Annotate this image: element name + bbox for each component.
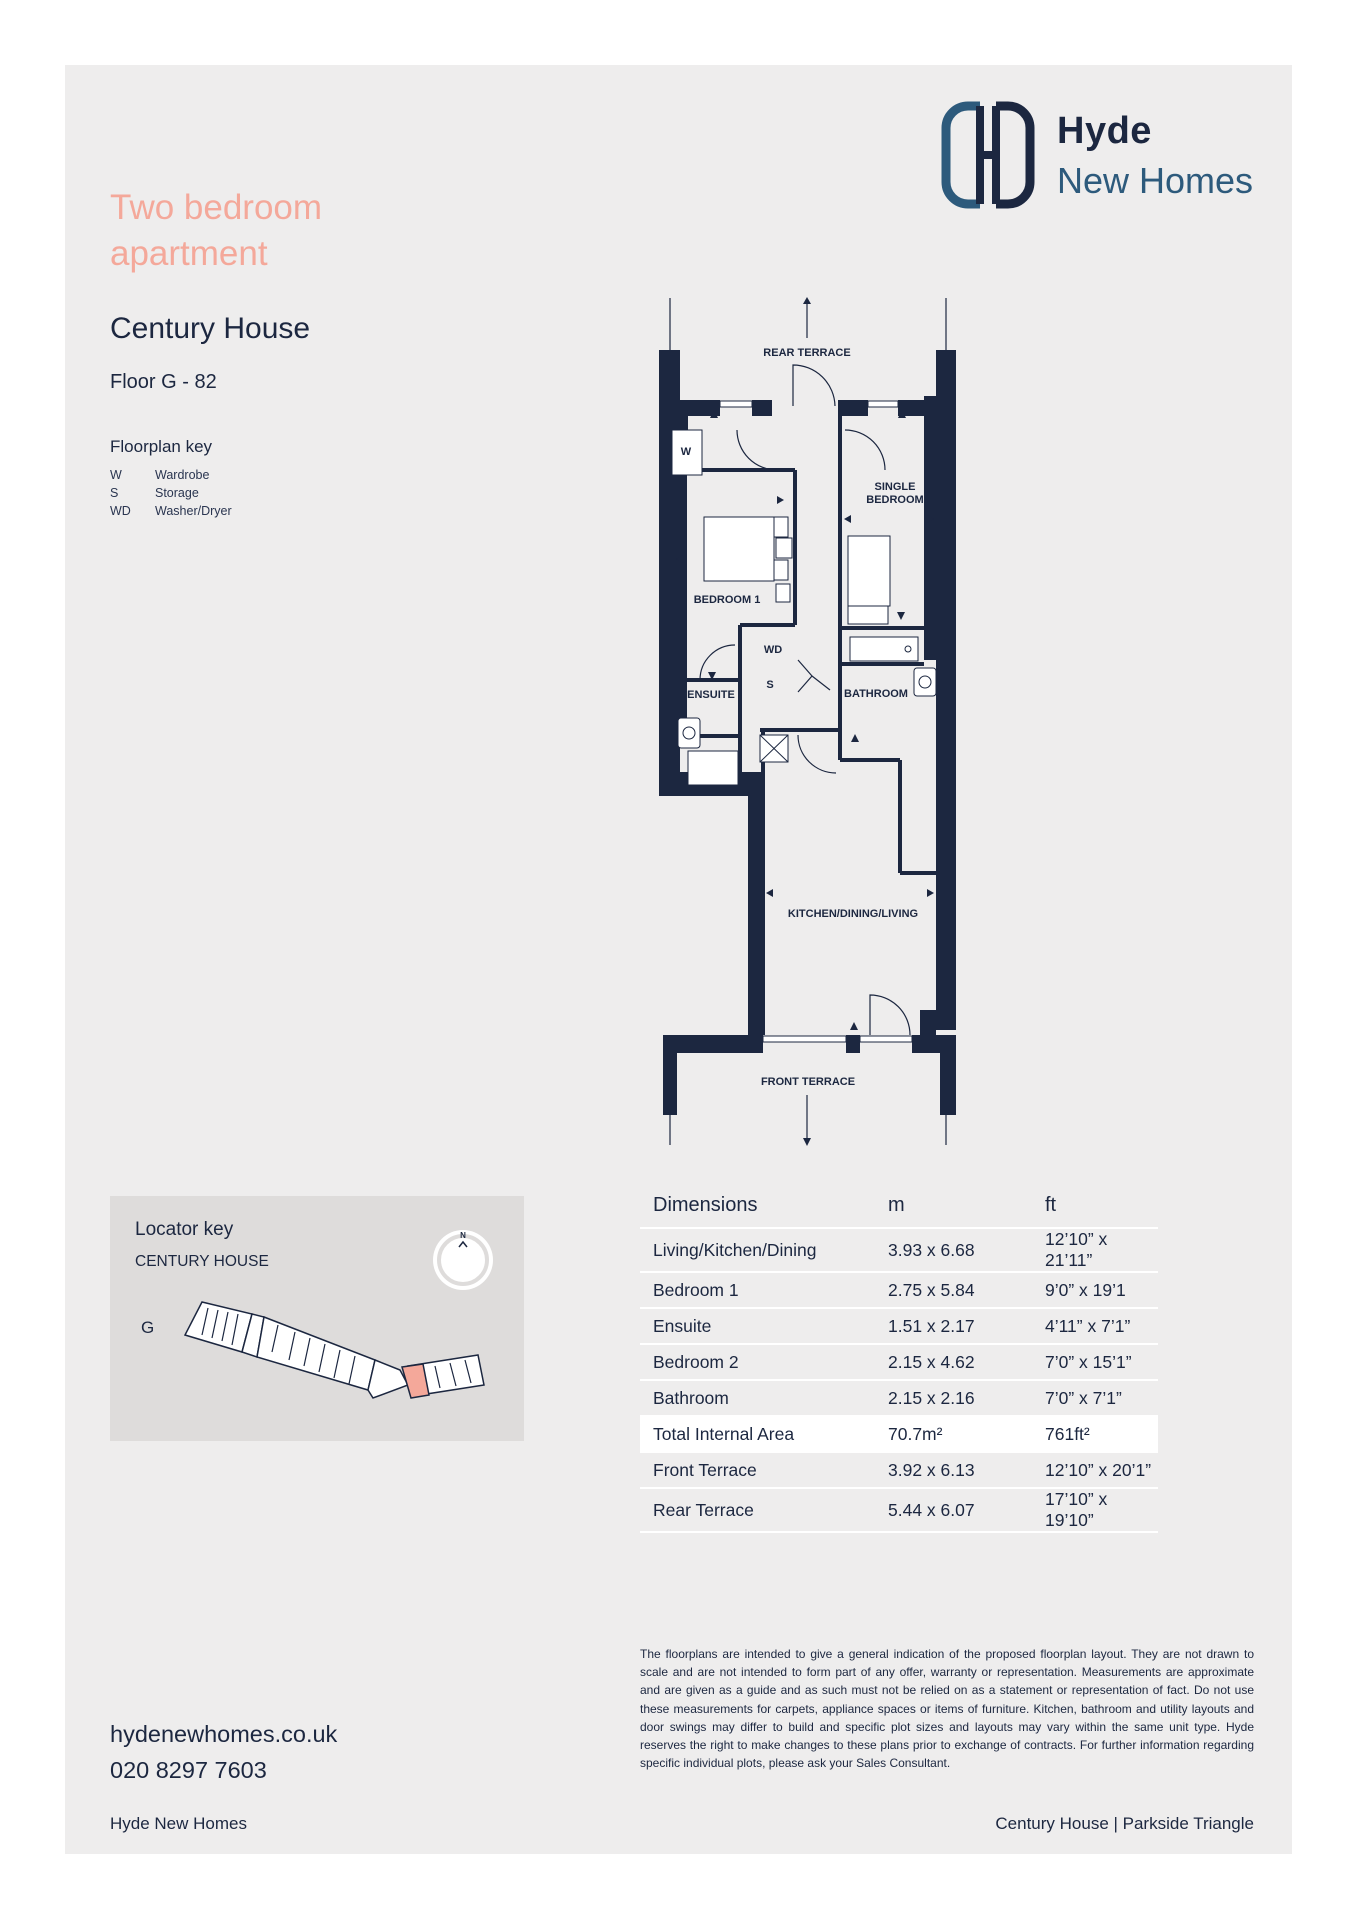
key-meaning: Washer/Dryer bbox=[155, 504, 232, 518]
column-header: ft bbox=[1032, 1191, 1158, 1228]
compass-north-label: N bbox=[460, 1231, 466, 1240]
rear-terrace-label: REAR TERRACE bbox=[763, 347, 851, 359]
key-meaning: Wardrobe bbox=[155, 468, 210, 482]
room-metric: 3.92 x 6.13 bbox=[875, 1452, 1032, 1488]
floor-plot: Floor G - 82 bbox=[110, 371, 217, 393]
locator-building: CENTURY HOUSE bbox=[135, 1253, 269, 1270]
table-row bbox=[640, 1308, 1158, 1344]
column-header: Dimensions bbox=[640, 1191, 875, 1228]
wardrobe-label: W bbox=[680, 446, 692, 458]
locator-floor: G bbox=[141, 1318, 155, 1337]
kitchen-label: KITCHEN/DINING/LIVING bbox=[787, 908, 919, 920]
room-imperial: 4’11” x 7’1” bbox=[1032, 1308, 1158, 1344]
column-header: m bbox=[875, 1191, 1032, 1228]
room-name: Ensuite bbox=[640, 1308, 875, 1344]
locator-title: Locator key bbox=[135, 1219, 234, 1240]
footer-location: Century House | Parkside Triangle bbox=[995, 1814, 1254, 1833]
table-row bbox=[640, 1488, 1158, 1532]
phone-number[interactable]: 020 8297 7603 bbox=[110, 1757, 267, 1783]
table-row bbox=[640, 1228, 1158, 1272]
storage-label: S bbox=[766, 679, 774, 691]
room-metric: 1.51 x 2.17 bbox=[875, 1308, 1032, 1344]
room-imperial: 12’10” x 20’1” bbox=[1032, 1452, 1158, 1488]
floorplan-key-title: Floorplan key bbox=[110, 437, 213, 456]
brand-name-line1: Hyde bbox=[1057, 110, 1152, 152]
room-name: Rear Terrace bbox=[640, 1488, 875, 1532]
room-name: Living/Kitchen/Dining bbox=[640, 1228, 875, 1272]
room-name: Total Internal Area bbox=[640, 1416, 875, 1452]
room-name: Front Terrace bbox=[640, 1452, 875, 1488]
room-imperial: 17’10” x 19’10” bbox=[1032, 1488, 1158, 1532]
room-imperial: 12’10” x 21’11” bbox=[1032, 1228, 1158, 1272]
footer-brand: Hyde New Homes bbox=[110, 1814, 247, 1833]
disclaimer-text: The floorplans are intended to give a general indication of the proposed floorplan layout. They are not drawn to scale and are not intended to form part of any offer, warranty or representation. Measurements are approximate and are given as a guide and as such must not be relied on as a statement or representation of fact. Do not use these measurements for carpets, appliance spaces or items of furniture. Kitchen, bathroom and utility layouts and door swings may differ to build and specific plot sizes and layouts may vary within the same unit type. Hyde reserves the right to make changes to these plans prior to exchange of contracts. For further information regarding specific individual plots, please ask your Sales Consultant. bbox=[640, 1647, 1254, 1771]
brand-name-line2: New Homes bbox=[1057, 160, 1254, 201]
ensuite-label: ENSUITE bbox=[687, 689, 735, 701]
room-metric: 2.15 x 4.62 bbox=[875, 1344, 1032, 1380]
room-imperial: 7’0” x 15’1” bbox=[1032, 1344, 1158, 1380]
table-row bbox=[640, 1272, 1158, 1308]
table-row bbox=[640, 1344, 1158, 1380]
floorplan-drawing bbox=[650, 295, 970, 1150]
website-link[interactable]: hydenewhomes.co.uk bbox=[110, 1721, 338, 1747]
key-code: WD bbox=[110, 504, 131, 518]
bedroom1-label: BEDROOM 1 bbox=[693, 594, 761, 606]
compass-icon bbox=[428, 1225, 498, 1295]
key-meaning: Storage bbox=[155, 486, 199, 500]
room-imperial: 761ft² bbox=[1032, 1416, 1158, 1452]
washer-label: WD bbox=[763, 644, 783, 656]
room-metric: 70.7m² bbox=[875, 1416, 1032, 1452]
key-code: S bbox=[110, 486, 119, 500]
room-metric: 3.93 x 6.68 bbox=[875, 1228, 1032, 1272]
front-terrace-label: FRONT TERRACE bbox=[760, 1076, 856, 1088]
dimensions-table bbox=[640, 1191, 1158, 1533]
table-row bbox=[640, 1380, 1158, 1416]
apartment-type: Two bedroom apartment bbox=[110, 188, 323, 273]
building-locator-map bbox=[180, 1290, 490, 1410]
room-metric: 2.75 x 5.84 bbox=[875, 1272, 1032, 1308]
room-imperial: 9’0” x 19’1 bbox=[1032, 1272, 1158, 1308]
table-row bbox=[640, 1452, 1158, 1488]
room-name: Bedroom 1 bbox=[640, 1272, 875, 1308]
room-name: Bedroom 2 bbox=[640, 1344, 875, 1380]
single-bedroom-label-2: BEDROOM bbox=[866, 494, 924, 506]
hyde-logo-icon bbox=[940, 100, 1036, 210]
room-metric: 5.44 x 6.07 bbox=[875, 1488, 1032, 1532]
total-area-row bbox=[640, 1416, 1158, 1452]
table-header-row bbox=[640, 1191, 1158, 1228]
development-name: Century House bbox=[110, 312, 311, 345]
single-bedroom-label-1: SINGLE bbox=[874, 481, 916, 493]
room-metric: 2.15 x 2.16 bbox=[875, 1380, 1032, 1416]
bathroom-label: BATHROOM bbox=[844, 688, 908, 700]
room-name: Bathroom bbox=[640, 1380, 875, 1416]
room-imperial: 7’0” x 7’1” bbox=[1032, 1380, 1158, 1416]
key-code: W bbox=[110, 468, 122, 482]
